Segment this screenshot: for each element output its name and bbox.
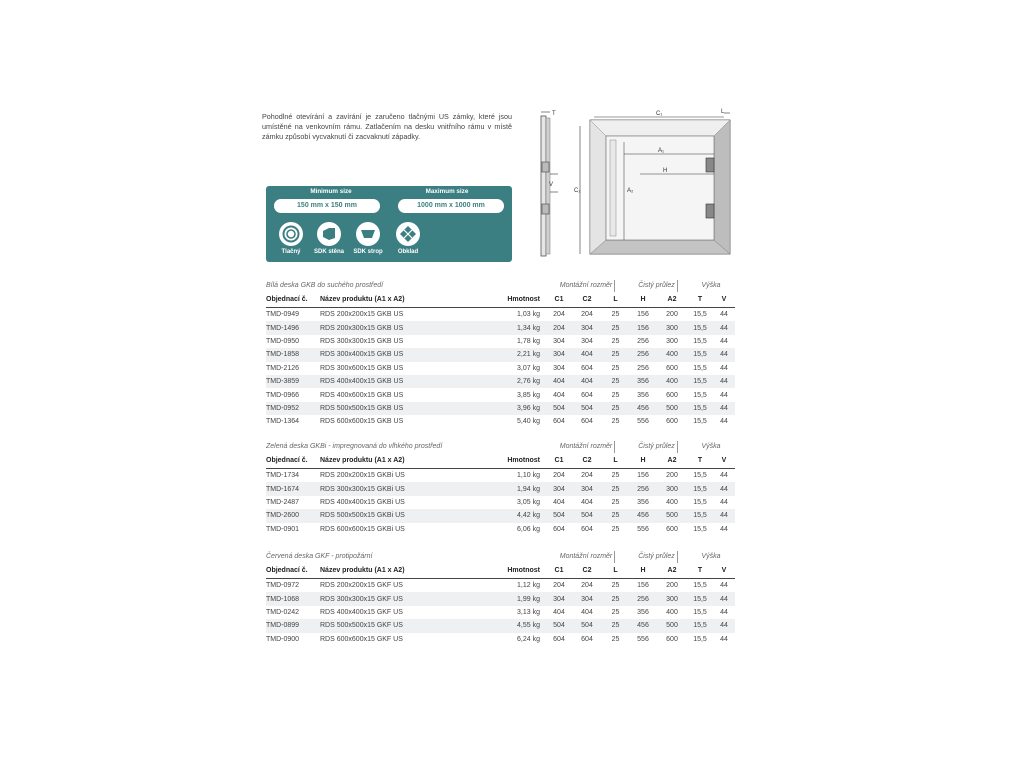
- table-row: [266, 606, 735, 619]
- table-cell: 304: [553, 337, 565, 345]
- table-cell: 44: [713, 619, 735, 632]
- table-cell: 44: [720, 635, 728, 643]
- column-header: L: [602, 453, 629, 469]
- table-cell: 25: [611, 608, 620, 616]
- column-header: Hmotnost: [458, 292, 546, 308]
- table-cell: TMD-0242: [266, 608, 300, 616]
- column-header: A2: [657, 453, 687, 469]
- table-cell: 44: [713, 402, 735, 415]
- table-cell: RDS 300x300x15 GKF US: [320, 592, 458, 605]
- table-cell: 300: [657, 321, 687, 334]
- table-cell: TMD-1068: [266, 592, 320, 605]
- table-cell: 500: [657, 402, 687, 415]
- table-cell: 15,5: [693, 582, 707, 590]
- table-cell: 304: [572, 592, 602, 605]
- table-cell: 15,5: [693, 608, 707, 616]
- column-header: T: [687, 292, 713, 308]
- table-row: [266, 509, 735, 522]
- table-cell: 15,5: [693, 391, 707, 399]
- label-a1: A₁: [658, 148, 665, 154]
- table-cell: 604: [581, 635, 593, 643]
- table-cell: 200: [666, 582, 678, 590]
- table-cell: 304: [546, 592, 572, 605]
- table-cell: 15,5: [693, 337, 707, 345]
- table-cell: 44: [713, 482, 735, 495]
- label-l: L: [721, 109, 725, 115]
- table-cell: 4,55 kg: [458, 619, 546, 632]
- table-cell: 200: [666, 311, 678, 319]
- table-cell: 25: [611, 418, 620, 426]
- table-cell: 44: [713, 348, 735, 361]
- table-cell: RDS 300x300x15 GKB US: [320, 337, 404, 345]
- table-cell: 15,5: [693, 635, 707, 643]
- table-cell: 25: [602, 482, 629, 495]
- table-row: [266, 402, 735, 415]
- column-header: A2: [657, 292, 687, 308]
- table-cell: RDS 200x200x15 GKBi US: [320, 472, 405, 480]
- table-cell: 44: [713, 509, 735, 522]
- column-header: Objednací č.: [266, 292, 320, 308]
- table-cell: 44: [720, 391, 728, 399]
- table-cell: 400: [657, 375, 687, 388]
- group-header-height: Výška: [701, 443, 721, 450]
- table-cell: RDS 200x200x15 GKB US: [320, 311, 404, 319]
- table-cell: 304: [546, 482, 572, 495]
- table-cell: 1,99 kg: [458, 592, 546, 605]
- table-cell: 44: [720, 498, 728, 506]
- table-row: [266, 321, 735, 334]
- column-header: L: [602, 563, 629, 579]
- table-cell: RDS 400x400x15 GKB US: [320, 375, 458, 388]
- table-cell: 200: [666, 472, 678, 480]
- table-cell: 404: [572, 375, 602, 388]
- table-cell: 404: [553, 608, 565, 616]
- table-cell: 456: [629, 619, 657, 632]
- table-cell: 604: [581, 418, 593, 426]
- size-panel: [266, 186, 512, 262]
- table-cell: 1,78 kg: [517, 337, 540, 345]
- table-cell: 1,10 kg: [517, 472, 540, 480]
- table-cell: 44: [713, 592, 735, 605]
- label-c1: C₁: [656, 111, 663, 117]
- push-icon: [279, 222, 303, 246]
- table-cell: 604: [581, 391, 593, 399]
- table-cell: 5,40 kg: [517, 418, 540, 426]
- table-cell: TMD-2126: [266, 364, 300, 372]
- group-header-mount: Montážní rozměr: [546, 550, 629, 563]
- table-cell: TMD-3859: [266, 375, 320, 388]
- table-cell: 356: [637, 498, 649, 506]
- table-cell: 2,76 kg: [458, 375, 546, 388]
- table-row: [266, 388, 735, 401]
- table-cell: 15,5: [687, 321, 713, 334]
- maximum-size-value: 1000 mm x 1000 mm: [398, 199, 504, 213]
- icon-label-sdk-ceiling: SDK strop: [353, 249, 383, 255]
- table-cell: 44: [720, 337, 728, 345]
- column-header: A2: [657, 563, 687, 579]
- table-cell: 404: [553, 498, 565, 506]
- product-table: [266, 550, 735, 646]
- icon-label-sdk-wall: SDK stěna: [313, 249, 344, 255]
- table-cell: 25: [602, 321, 629, 334]
- table-row: [266, 415, 735, 428]
- table-row: [266, 348, 735, 361]
- table-cell: 25: [602, 619, 629, 632]
- table-cell: RDS 600x600x15 GKB US: [320, 418, 404, 426]
- table-cell: TMD-0949: [266, 311, 300, 319]
- table-cell: 15,5: [687, 619, 713, 632]
- product-table: [266, 279, 735, 429]
- table-cell: 300: [666, 337, 678, 345]
- table-cell: 304: [572, 321, 602, 334]
- table-cell: 25: [611, 311, 620, 319]
- table-cell: 15,5: [693, 364, 707, 372]
- table-cell: 156: [637, 311, 649, 319]
- label-v: V: [549, 182, 554, 188]
- maximum-size-label: Maximum size: [425, 188, 469, 195]
- table-row: [266, 633, 735, 646]
- product-description: Pohodlné otevírání a zavírání je zaručeno tlačnými US zámky, které jsou umístěné na venkovním rámu. Zatlačením na desku vnitřního rámu v místě zámku způsobí vycvaknutí či zacvaknutí západky.: [262, 112, 512, 141]
- table-cell: 44: [713, 321, 735, 334]
- table-cell: 204: [553, 472, 565, 480]
- table-cell: 1,94 kg: [458, 482, 546, 495]
- table-cell: 25: [611, 391, 620, 399]
- table-cell: 256: [629, 592, 657, 605]
- column-header: T: [687, 453, 713, 469]
- table-cell: 256: [629, 482, 657, 495]
- table-cell: 356: [637, 608, 649, 616]
- table-cell: 600: [666, 525, 678, 533]
- table-cell: RDS 500x500x15 GKF US: [320, 619, 458, 632]
- column-header: V: [713, 292, 735, 308]
- table-cell: RDS 500x500x15 GKB US: [320, 402, 458, 415]
- table-row: [266, 619, 735, 632]
- column-header: C1: [546, 563, 572, 579]
- table-cell: 400: [666, 498, 678, 506]
- table-cell: 15,5: [693, 418, 707, 426]
- table-cell: 304: [572, 482, 602, 495]
- label-h: H: [663, 168, 668, 174]
- table-cell: 556: [637, 635, 649, 643]
- table-cell: 44: [720, 311, 728, 319]
- table-cell: 204: [546, 321, 572, 334]
- table-cell: 404: [581, 608, 593, 616]
- column-header: Název produktu (A1 x A2): [320, 563, 458, 579]
- product-table: [266, 440, 735, 536]
- table-caption: Zelená deska GKBi - impregnovaná do vlhkého prostředí: [266, 443, 443, 450]
- table-cell: 1,12 kg: [517, 582, 540, 590]
- table-cell: 256: [637, 337, 649, 345]
- table-cell: 25: [611, 635, 620, 643]
- column-header: T: [687, 563, 713, 579]
- table-cell: TMD-0952: [266, 402, 320, 415]
- table-cell: 600: [666, 635, 678, 643]
- table-cell: TMD-1858: [266, 348, 320, 361]
- table-cell: 3,13 kg: [517, 608, 540, 616]
- table-cell: 25: [602, 402, 629, 415]
- table-cell: 15,5: [693, 498, 707, 506]
- drywall-wall-icon: [317, 222, 341, 246]
- table-cell: 204: [553, 311, 565, 319]
- group-header-height: Výška: [701, 553, 721, 560]
- table-cell: TMD-0966: [266, 391, 300, 399]
- table-cell: 204: [581, 472, 593, 480]
- table-row: [266, 523, 735, 536]
- table-cell: 604: [553, 525, 565, 533]
- table-cell: RDS 300x300x15 GKBi US: [320, 482, 458, 495]
- table-cell: TMD-0950: [266, 337, 300, 345]
- table-cell: 6,24 kg: [517, 635, 540, 643]
- label-a2: A₂: [627, 188, 634, 194]
- table-caption: Bílá deska GKB do suchého prostředí: [266, 282, 384, 289]
- table-cell: 44: [720, 364, 728, 372]
- tile-icon: [396, 222, 420, 246]
- table-cell: 600: [666, 391, 678, 399]
- table-cell: 3,07 kg: [517, 364, 540, 372]
- table-cell: 504: [572, 402, 602, 415]
- table-cell: 500: [657, 509, 687, 522]
- column-header: Název produktu (A1 x A2): [320, 453, 458, 469]
- table-cell: 300: [657, 592, 687, 605]
- table-cell: TMD-1496: [266, 321, 320, 334]
- minimum-size-label: Minimum size: [310, 188, 352, 195]
- table-cell: RDS 200x200x15 GKF US: [320, 582, 403, 590]
- table-cell: 15,5: [687, 375, 713, 388]
- column-header: Objednací č.: [266, 453, 320, 469]
- table-cell: 15,5: [693, 525, 707, 533]
- column-header: Objednací č.: [266, 563, 320, 579]
- column-header: C1: [546, 453, 572, 469]
- table-cell: 25: [611, 498, 620, 506]
- table-cell: 604: [581, 364, 593, 372]
- table-row: [266, 592, 735, 605]
- table-cell: 156: [637, 472, 649, 480]
- table-row: [266, 496, 735, 509]
- column-header: L: [602, 292, 629, 308]
- table-cell: 1,34 kg: [458, 321, 546, 334]
- table-cell: 25: [602, 592, 629, 605]
- table-cell: RDS 200x300x15 GKB US: [320, 321, 458, 334]
- column-header: C2: [572, 453, 602, 469]
- table-cell: 44: [720, 418, 728, 426]
- table-cell: RDS 500x500x15 GKBi US: [320, 509, 458, 522]
- table-cell: 44: [720, 608, 728, 616]
- table-cell: 304: [546, 348, 572, 361]
- table-cell: 25: [611, 582, 620, 590]
- column-header: H: [629, 453, 657, 469]
- table-cell: 156: [629, 321, 657, 334]
- table-cell: 504: [546, 509, 572, 522]
- column-header: Hmotnost: [458, 453, 546, 469]
- icon-label-push: Tlačný: [281, 249, 301, 255]
- table-cell: 504: [546, 402, 572, 415]
- column-header: C1: [546, 292, 572, 308]
- column-header: H: [629, 563, 657, 579]
- column-header: Název produktu (A1 x A2): [320, 292, 458, 308]
- table-cell: 15,5: [687, 482, 713, 495]
- table-cell: 44: [720, 525, 728, 533]
- table-cell: RDS 300x600x15 GKB US: [320, 364, 404, 372]
- table-cell: 15,5: [687, 402, 713, 415]
- table-cell: TMD-0899: [266, 619, 320, 632]
- table-cell: 204: [581, 582, 593, 590]
- table-cell: 15,5: [693, 311, 707, 319]
- table-cell: 604: [581, 525, 593, 533]
- table-cell: 6,06 kg: [517, 525, 540, 533]
- table-cell: 44: [720, 472, 728, 480]
- table-cell: 15,5: [687, 509, 713, 522]
- table-row: [266, 362, 735, 375]
- table-cell: 304: [553, 364, 565, 372]
- table-cell: 400: [666, 608, 678, 616]
- drywall-ceiling-icon: [356, 222, 380, 246]
- table-cell: 25: [611, 525, 620, 533]
- table-cell: 304: [581, 337, 593, 345]
- table-row: [266, 308, 735, 322]
- table-cell: 256: [629, 348, 657, 361]
- label-t: T: [552, 111, 556, 117]
- table-cell: 3,96 kg: [458, 402, 546, 415]
- table-cell: 404: [572, 348, 602, 361]
- table-cell: 404: [581, 498, 593, 506]
- table-cell: 15,5: [687, 348, 713, 361]
- table-row: [266, 335, 735, 348]
- table-cell: 356: [629, 375, 657, 388]
- table-cell: RDS 400x400x15 GKF US: [320, 608, 403, 616]
- table-cell: 3,05 kg: [517, 498, 540, 506]
- table-cell: 504: [546, 619, 572, 632]
- group-header-clear: Čistý průlez: [629, 550, 687, 563]
- table-cell: TMD-1674: [266, 482, 320, 495]
- table-cell: 1,03 kg: [517, 311, 540, 319]
- table-cell: 3,85 kg: [517, 391, 540, 399]
- group-header-clear: Čistý průlez: [629, 440, 687, 453]
- table-cell: 204: [553, 582, 565, 590]
- table-row: [266, 375, 735, 388]
- table-cell: 356: [637, 391, 649, 399]
- table-row: [266, 579, 735, 593]
- table-cell: TMD-1734: [266, 472, 300, 480]
- table-cell: TMD-0972: [266, 582, 300, 590]
- label-c2: C₂: [574, 188, 581, 194]
- table-cell: 456: [629, 402, 657, 415]
- table-cell: 456: [629, 509, 657, 522]
- column-header: V: [713, 453, 735, 469]
- table-cell: 156: [637, 582, 649, 590]
- minimum-size-value: 150 mm x 150 mm: [274, 199, 380, 213]
- column-header: Hmotnost: [458, 563, 546, 579]
- table-cell: 604: [553, 635, 565, 643]
- table-cell: RDS 400x600x15 GKB US: [320, 391, 404, 399]
- table-row: [266, 482, 735, 495]
- table-cell: 300: [657, 482, 687, 495]
- table-cell: 44: [713, 375, 735, 388]
- table-cell: 15,5: [693, 472, 707, 480]
- group-header-mount: Montážní rozměr: [546, 440, 629, 453]
- group-header-clear: Čistý průlez: [629, 279, 687, 292]
- table-cell: 2,21 kg: [458, 348, 546, 361]
- table-cell: 25: [611, 472, 620, 480]
- table-cell: 404: [546, 375, 572, 388]
- group-header-mount: Montážní rozměr: [546, 279, 629, 292]
- table-cell: RDS 300x400x15 GKB US: [320, 348, 458, 361]
- table-cell: 504: [572, 509, 602, 522]
- table-cell: RDS 600x600x15 GKBi US: [320, 525, 405, 533]
- table-cell: RDS 400x400x15 GKBi US: [320, 498, 405, 506]
- front-view: [580, 113, 730, 254]
- table-cell: 25: [602, 348, 629, 361]
- dimension-diagram: [528, 104, 758, 264]
- table-caption: Červená deska GKF - protipožární: [266, 553, 373, 560]
- table-cell: TMD-2600: [266, 509, 320, 522]
- table-cell: 4,42 kg: [458, 509, 546, 522]
- column-header: C2: [572, 563, 602, 579]
- table-row: [266, 469, 735, 483]
- table-cell: 25: [611, 337, 620, 345]
- table-cell: RDS 600x600x15 GKF US: [320, 635, 403, 643]
- table-cell: 604: [553, 418, 565, 426]
- table-cell: 400: [657, 348, 687, 361]
- table-cell: 500: [657, 619, 687, 632]
- column-header: V: [713, 563, 735, 579]
- table-cell: 556: [637, 525, 649, 533]
- group-header-height: Výška: [701, 282, 721, 289]
- table-cell: TMD-0901: [266, 525, 300, 533]
- table-cell: 600: [666, 418, 678, 426]
- table-cell: 44: [720, 582, 728, 590]
- table-cell: 556: [637, 418, 649, 426]
- column-header: H: [629, 292, 657, 308]
- table-cell: 256: [637, 364, 649, 372]
- table-cell: TMD-0900: [266, 635, 300, 643]
- table-cell: 25: [602, 509, 629, 522]
- table-cell: 15,5: [687, 592, 713, 605]
- table-cell: 600: [666, 364, 678, 372]
- table-cell: 504: [572, 619, 602, 632]
- table-cell: TMD-2487: [266, 498, 300, 506]
- table-cell: 204: [581, 311, 593, 319]
- icon-label-tile: Obklad: [397, 249, 419, 255]
- table-cell: 404: [553, 391, 565, 399]
- table-cell: TMD-1364: [266, 418, 300, 426]
- column-header: C2: [572, 292, 602, 308]
- table-cell: 25: [602, 375, 629, 388]
- table-cell: 25: [611, 364, 620, 372]
